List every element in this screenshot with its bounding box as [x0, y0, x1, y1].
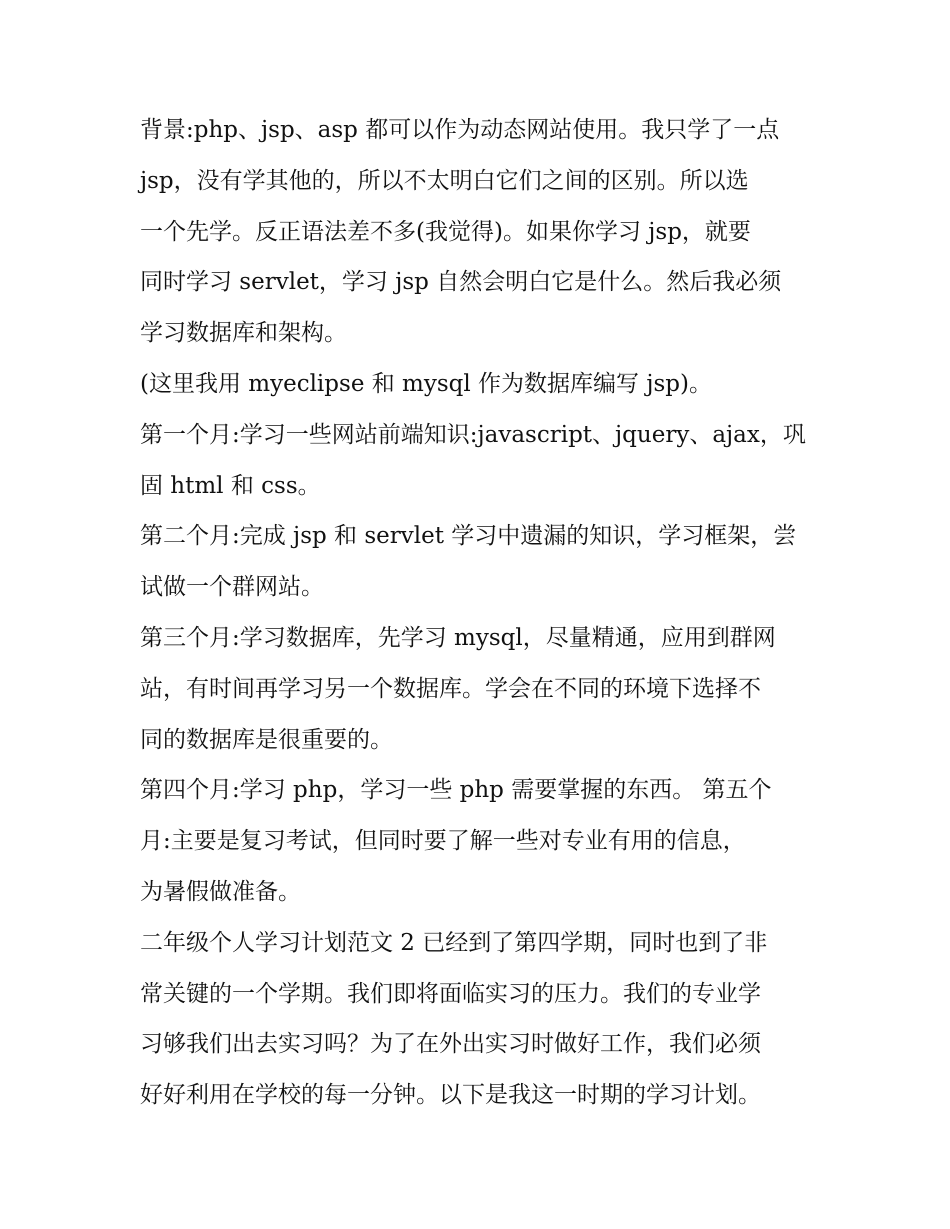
paragraph-month-3 [140, 613, 820, 765]
text-line: 二年级个人学习计划范文 2 已经到了第四学期，同时也到了非 [140, 929, 768, 956]
paragraph-month-2 [140, 511, 820, 613]
text-line: 第三个月:学习数据库，先学习 mysql，尽量精通，应用到群网 [140, 624, 776, 651]
text-line: 同时学习 servlet，学习 jsp 自然会明白它是什么。然后我必须 [140, 269, 782, 296]
paragraph-month-4-5 [140, 765, 820, 917]
text-line: 好好利用在学校的每一分钟。以下是我这一时期的学习计划。 [140, 1082, 761, 1109]
text-line: 为暑假做准备。 [140, 878, 301, 905]
text-line: 第一个月:学习一些网站前端知识:javascript、jquery、ajax，巩 [140, 421, 806, 448]
text-line: 固 html 和 css。 [140, 472, 321, 499]
text-line: 站，有时间再学习另一个数据库。学会在不同的环境下选择不 [140, 675, 761, 702]
text-line: 背景:php、jsp、asp 都可以作为动态网站使用。我只学了一点 [140, 117, 780, 143]
paragraph-sample-2-intro [140, 918, 820, 1121]
paragraph-month-1 [140, 410, 820, 512]
paragraph-background [140, 105, 820, 359]
text-line: 第四个月:学习 php，学习一些 php 需要掌握的东西。 第五个 [140, 777, 772, 804]
text-line: 月:主要是复习考试，但同时要了解一些对专业有用的信息， [140, 828, 746, 855]
text-line: 常关键的一个学期。我们即将面临实习的压力。我们的专业学 [140, 980, 761, 1007]
text-line: 学习数据库和架构。 [140, 320, 347, 347]
text-line: 试做一个群网站。 [140, 574, 324, 601]
text-line: 同的数据库是很重要的。 [140, 726, 393, 753]
text-line: (这里我用 myeclipse 和 mysql 作为数据库编写 jsp)。 [140, 370, 712, 397]
text-line: jsp，没有学其他的，所以不太明白它们之间的区别。所以选 [140, 167, 749, 194]
document-body [140, 105, 820, 1121]
text-line: 一个先学。反正语法差不多(我觉得)。如果你学习 jsp，就要 [140, 218, 751, 245]
paragraph-tools-note [140, 359, 820, 410]
text-line: 第二个月:完成 jsp 和 servlet 学习中遗漏的知识，学习框架，尝 [140, 523, 797, 550]
text-line: 习够我们出去实习吗？为了在外出实习时做好工作，我们必须 [140, 1031, 761, 1058]
